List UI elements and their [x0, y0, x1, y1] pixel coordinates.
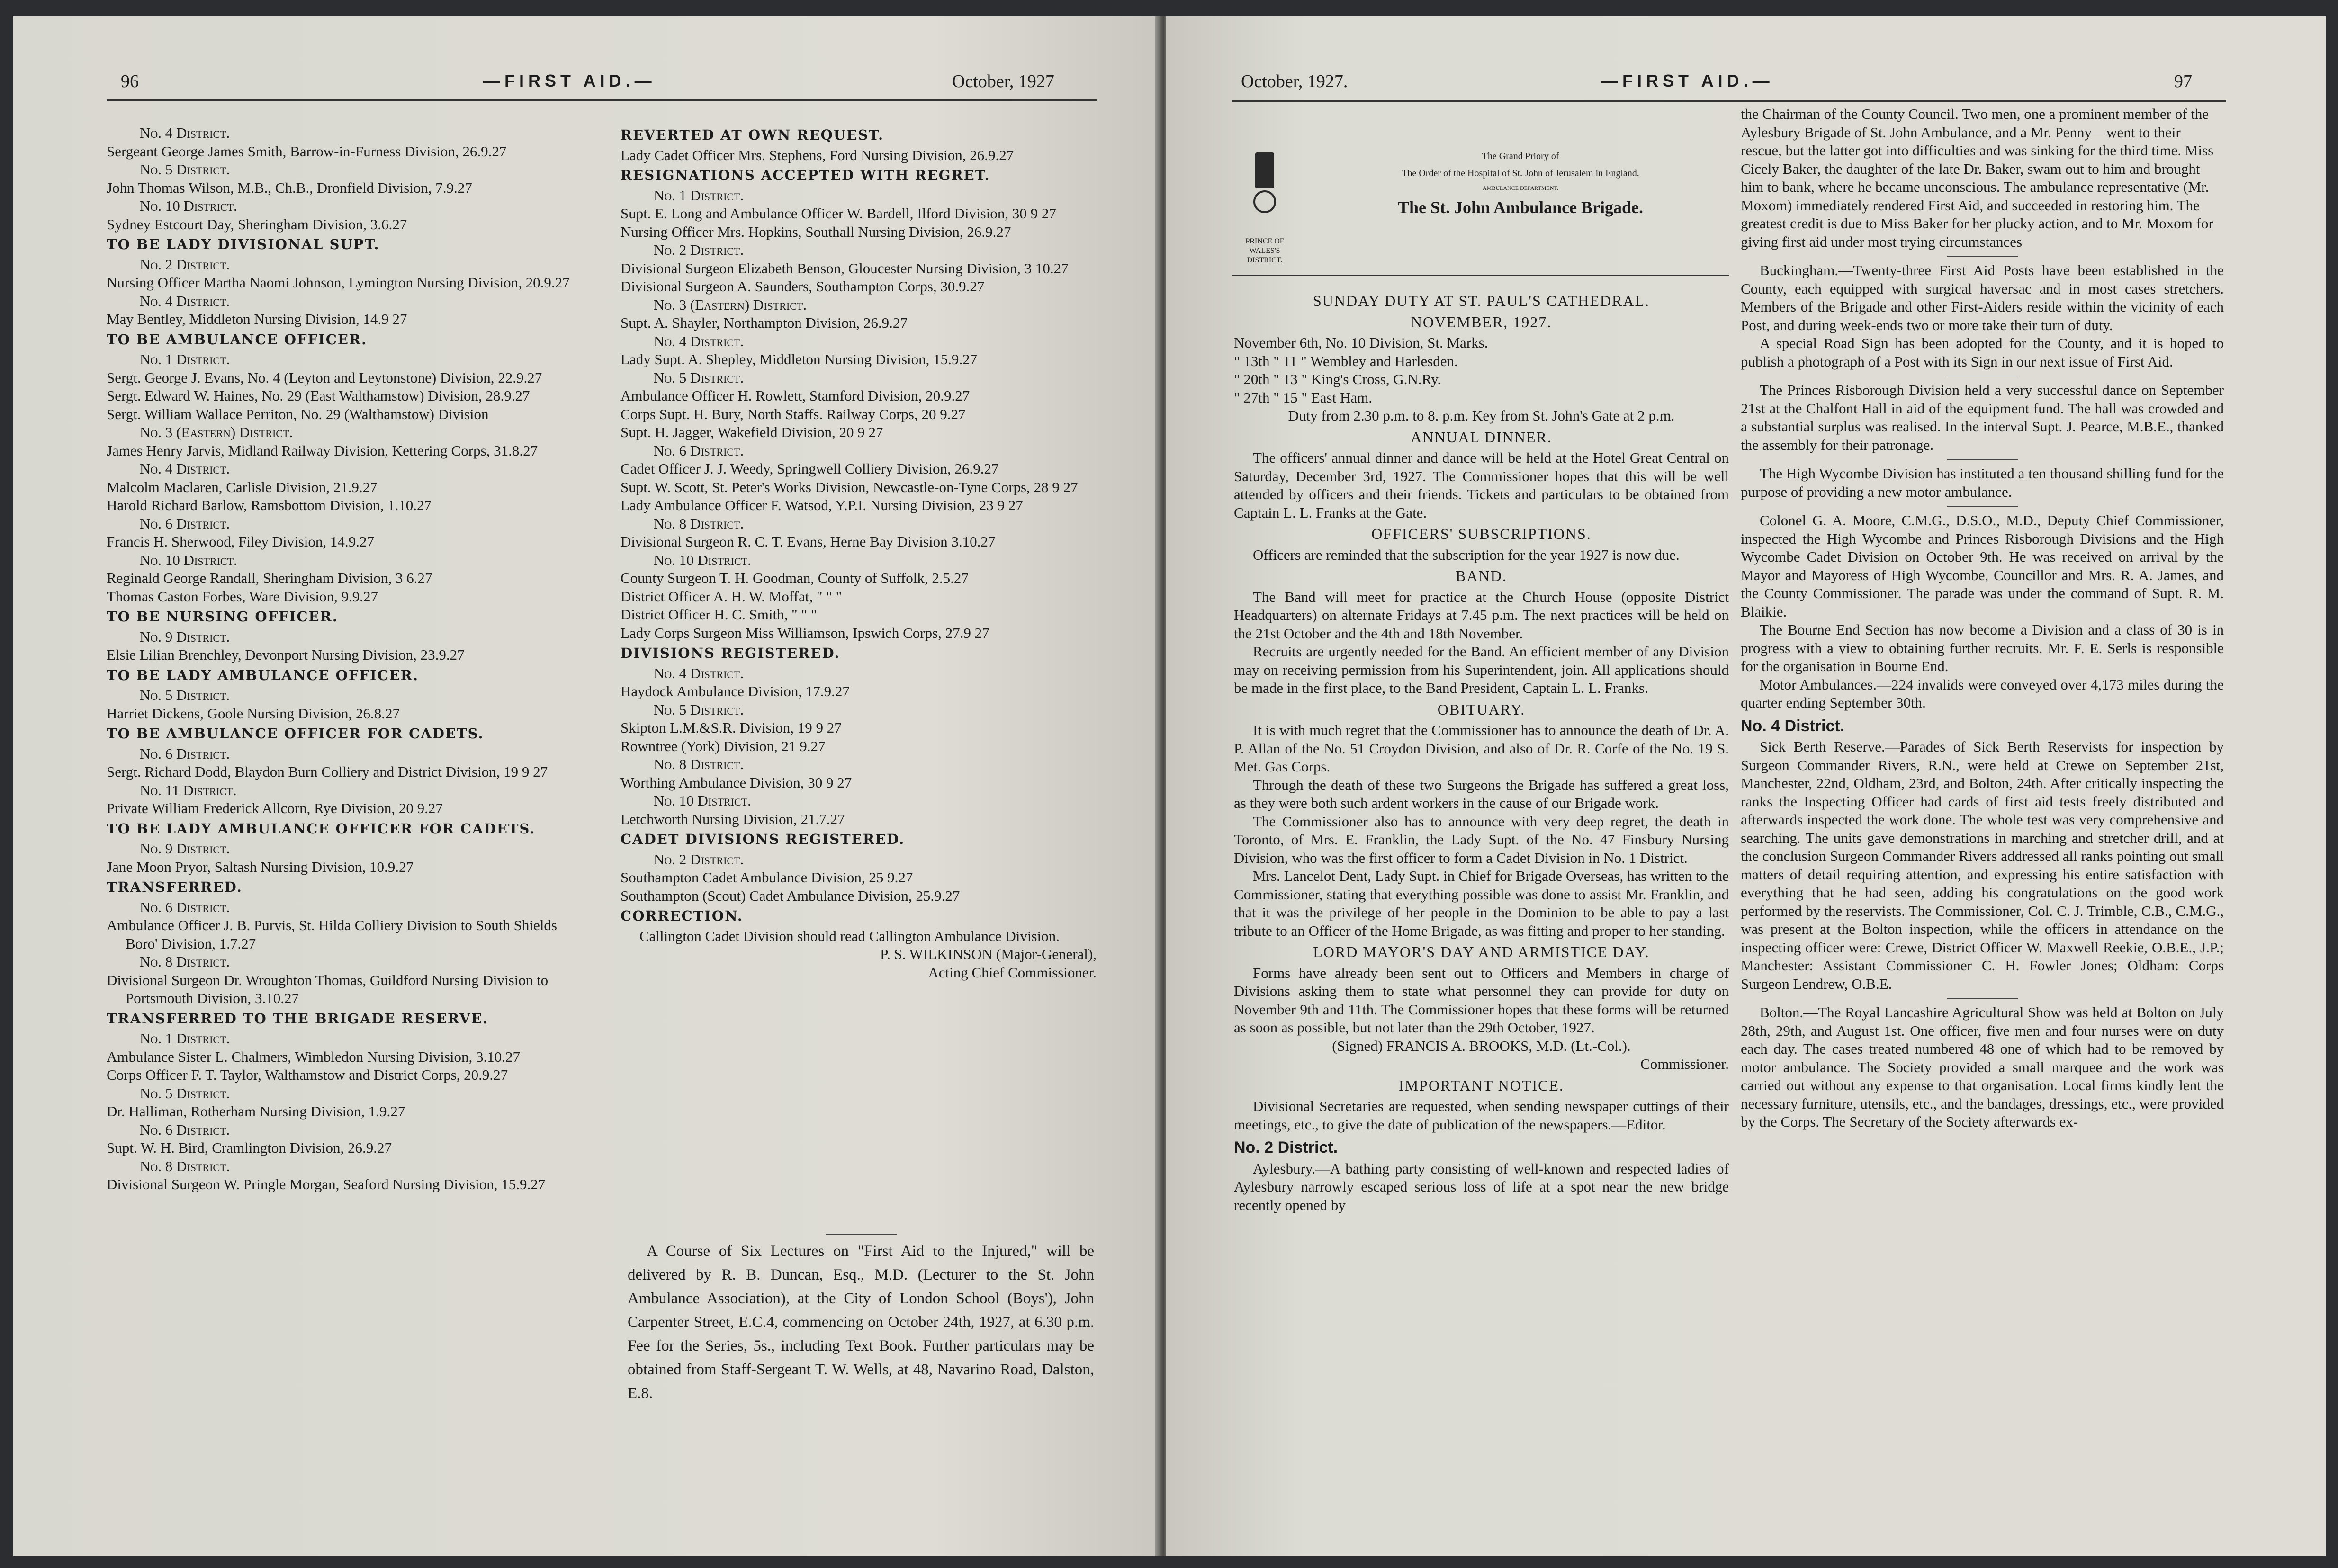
section-heading: TO BE LADY AMBULANCE OFFICER FOR CADETS. — [107, 820, 536, 837]
district-title: No. 4 District. — [1741, 717, 1845, 735]
notice-heading: LORD MAYOR'S DAY AND ARMISTICE DAY. — [1313, 943, 1650, 960]
entry-text: Divisional Surgeon A. Saunders, Southampton Corps, 30.9.27 — [620, 278, 985, 295]
district-heading: No. 4 District. — [654, 332, 744, 349]
entry-text: Harriet Dickens, Goole Nursing Division, 26.8.27 — [107, 705, 400, 722]
entry-text: Malcolm Maclaren, Carlisle Division, 21.9.27 — [107, 478, 378, 495]
signature-line: Acting Chief Commissioner. — [928, 964, 1097, 981]
section-heading: TO BE NURSING OFFICER. — [107, 609, 338, 625]
entry-text: Divisional Surgeon R. C. T. Evans, Herne Bay Division 3.10.27 — [620, 533, 996, 550]
right-page-date: October, 1927. — [1241, 72, 1348, 91]
district-heading: No. 9 District. — [140, 628, 230, 645]
paragraph: A special Road Sign has been adopted for the County, and it is hoped to publish a photograph of a Post with its Sign in our next issue of First Aid. — [1741, 335, 2224, 370]
district-heading: No. 3 (Eastern) District. — [654, 296, 807, 313]
entry-text: Sergeant George James Smith, Barrow-in-Furness Division, 26.9.27 — [107, 143, 507, 160]
masthead-line4: The St. John Ambulance Brigade. — [1397, 198, 1644, 217]
entry-text: " 20th " 13 " King's Cross, G.N.Ry. — [1234, 371, 1441, 387]
district-heading: No. 8 District. — [140, 1157, 230, 1174]
section-divider — [1947, 506, 2018, 507]
district-heading: No. 5 District. — [140, 1084, 230, 1102]
paragraph: Callington Cadet Division should read Callington Ambulance Division. — [639, 927, 1060, 944]
paragraph: Through the death of these two Surgeons the Brigade has suffered a great loss, as they were both such ardent workers in the cause of our Brigade work. — [1234, 776, 1729, 811]
entry-text: Elsie Lilian Brenchley, Devonport Nursing Division, 23.9.27 — [107, 646, 465, 663]
masthead — [1307, 148, 1734, 221]
section-heading: CORRECTION. — [620, 908, 743, 924]
section-heading: DIVISIONS REGISTERED. — [620, 645, 840, 661]
district-heading: No. 2 District. — [654, 851, 744, 868]
section-divider — [1947, 459, 2018, 460]
district-heading: No. 10 District. — [140, 197, 237, 214]
section-heading: CADET DIVISIONS REGISTERED. — [620, 831, 905, 847]
paragraph: Bolton.—The Royal Lancashire Agricultural Show was held at Bolton on July 28th, 29th, and August 1st. One officer, five men and four nurses were on duty each day. The cases treated numbered 48 one of which had to be removed by motor ambulance. The Society provided a small marquee and the work was carried out without any expense to that organisation. Local firms kindly lent the necessary furniture, utensils, etc., and the bandages, dressings, etc., were provided by the Corps. The Secretary of the Society afterwards ex- — [1741, 1004, 2224, 1130]
entry-text: Supt. W. Scott, St. Peter's Works Division, Newcastle-on-Tyne Corps, 28 9 27 — [620, 478, 1078, 495]
left-column-2 — [620, 124, 1097, 982]
district-heading: No. 2 District. — [140, 256, 230, 273]
paragraph: Motor Ambulances.—224 invalids were conveyed over 4,173 miles during the quarter ending September 30th. — [1741, 676, 2224, 711]
entry-text: Divisional Surgeon W. Pringle Morgan, Seaford Nursing Division, 15.9.27 — [107, 1176, 546, 1192]
paragraph: Recruits are urgently needed for the Band. An efficient member of any Division may on receiving permission from his Superintendent, join. All applications should be made in the first place, to the Band President, Captain L. L. Franks. — [1234, 643, 1729, 696]
entry-text: Divisional Surgeon Elizabeth Benson, Gloucester Nursing Division, 3 10.27 — [620, 260, 1069, 277]
district-heading: No. 8 District. — [654, 756, 744, 772]
entry-text: Corps Supt. H. Bury, North Staffs. Railway Corps, 20 9.27 — [620, 405, 966, 422]
entry-text: Francis H. Sherwood, Filey Division, 14.9.27 — [107, 533, 374, 550]
centered-text: Duty from 2.30 p.m. to 8. p.m. Key from St. John's Gate at 2 p.m. — [1288, 407, 1675, 424]
notice-heading: OFFICERS' SUBSCRIPTIONS. — [1371, 525, 1592, 542]
masthead-line2: The Order of the Hospital of St. John of Jerusalem in England. — [1402, 168, 1639, 179]
entry-text: Harold Richard Barlow, Ramsbottom Division, 1.10.27 — [107, 497, 432, 513]
section-heading: TO BE LADY AMBULANCE OFFICER. — [107, 667, 419, 683]
district-heading: No. 4 District. — [140, 125, 230, 141]
notice-heading: BAND. — [1456, 567, 1507, 584]
entry-text: Skipton L.M.&S.R. Division, 19 9 27 — [620, 719, 842, 736]
lecture-divider — [826, 1234, 897, 1235]
entry-text: " 27th " 15 " East Ham. — [1234, 389, 1372, 406]
right-column-2 — [1741, 105, 2224, 1131]
entry-text: Sergt. Richard Dodd, Blaydon Burn Colliery and District Division, 19 9 27 — [107, 763, 548, 780]
paragraph: The High Wycombe Division has instituted a ten thousand shilling fund for the purpose of providing a new motor ambulance. — [1741, 465, 2224, 500]
entry-text: Lady Ambulance Officer F. Watsod, Y.P.I. Nursing Division, 23 9 27 — [620, 497, 1023, 513]
left-header-rule — [107, 99, 1097, 101]
district-heading: No. 5 District. — [140, 161, 230, 178]
section-heading: TRANSFERRED TO THE BRIGADE RESERVE. — [107, 1010, 488, 1027]
entry-text: Rowntree (York) Division, 21 9.27 — [620, 737, 826, 754]
paragraph: Aylesbury.—A bathing party consisting of well-known and respected ladies of Aylesbury narrowly escaped serious loss of life at a spot near the new bridge recently opened by — [1234, 1160, 1729, 1213]
entry-text: Dr. Halliman, Rotherham Nursing Division, 1.9.27 — [107, 1103, 405, 1120]
district-heading: No. 6 District. — [140, 898, 230, 915]
entry-text: May Bentley, Middleton Nursing Division, 14.9 27 — [107, 311, 407, 327]
district-heading: No. 6 District. — [654, 442, 744, 459]
centered-text: (Signed) FRANCIS A. BROOKS, M.D. (Lt.-Col.). — [1332, 1037, 1631, 1054]
entry-text: Ambulance Sister L. Chalmers, Wimbledon Nursing Division, 3.10.27 — [107, 1048, 520, 1065]
paragraph: the Chairman of the County Council. Two men, one a prominent member of the Aylesbury Brigade of St. John Ambulance, and a Mr. Penny—went to their rescue, but the latter got into difficulties and was sinking for the third time. Miss Cicely Baker, the daughter of the late Dr. Baker, swam out to him and brought him to bank, where he became unconscious. The ambulance representative (Mr. Moxom) immediately rendered First Aid, and succeeded in restoring him. The greatest credit is due to Miss Baker for her plucky action, and to Mr. Moxom for giving first aid under most trying circumstances — [1741, 106, 2214, 250]
entry-text: Supt. H. Jagger, Wakefield Division, 20 9 27 — [620, 424, 883, 440]
paragraph: Forms have already been sent out to Officers and Members in charge of Divisions asking them to state what personnel they can provide for duty on November 9th and 11th. The Commissioner hopes that these forms will be returned as soon as possible, but not later than the 29th October, 1927. — [1234, 964, 1729, 1036]
section-heading: TO BE LADY DIVISIONAL SUPT. — [107, 236, 380, 252]
entry-text: Nursing Officer Mrs. Hopkins, Southall Nursing Division, 26.9.27 — [620, 223, 1011, 240]
section-heading: TO BE AMBULANCE OFFICER FOR CADETS. — [107, 726, 484, 742]
paragraph: It is with much regret that the Commissioner has to announce the death of Dr. A. P. Allan of the No. 51 Croydon Division, and also of Dr. R. Corfe of the No. 19 S. Met. Gas Corps. — [1234, 722, 1729, 775]
left-running-title: —FIRST AID.— — [483, 71, 656, 90]
district-heading: No. 5 District. — [654, 701, 744, 718]
left-column-1 — [107, 124, 580, 1194]
entry-text: Supt. E. Long and Ambulance Officer W. Bardell, Ilford Division, 30 9 27 — [620, 205, 1056, 222]
entry-text: James Henry Jarvis, Midland Railway Division, Kettering Corps, 31.8.27 — [107, 442, 538, 459]
district-heading: No. 2 District. — [654, 242, 744, 258]
entry-text: Ambulance Officer H. Rowlett, Stamford Division, 20.9.27 — [620, 387, 970, 404]
entry-text: November 6th, No. 10 Division, St. Marks. — [1234, 334, 1488, 351]
district-heading: No. 4 District. — [140, 460, 230, 477]
district-heading: No. 9 District. — [140, 840, 230, 857]
paragraph: Colonel G. A. Moore, C.M.G., D.S.O., M.D., Deputy Chief Commissioner, inspected the High Wycombe and Princes Risborough Divisions and the High Wycombe Cadet Division on October 9th. He was received on arrival by the Mayor and Mayoress of High Wycombe, Councillor and Mrs. R. A. James, and the County Commissioner. The parade was under the command of Supt. R. M. Blaikie. — [1741, 512, 2224, 620]
entry-text: County Surgeon T. H. Goodman, County of Suffolk, 2.5.27 — [620, 570, 969, 586]
entry-text: Nursing Officer Martha Naomi Johnson, Lymington Nursing Division, 20.9.27 — [107, 274, 570, 291]
paragraph: Officers are reminded that the subscription for the year 1927 is now due. — [1253, 546, 1680, 563]
district-heading: No. 1 District. — [140, 351, 230, 367]
paragraph: The Princes Risborough Division held a very successful dance on September 21st at the Chalfont Hall in aid of the equipment fund. The hall was crowded and a substantial surplus was realised. In the interval Supt. J. Pearce, M.B.E., thanked the assembly for their patronage. — [1741, 382, 2224, 453]
section-heading: TO BE AMBULANCE OFFICER. — [107, 331, 368, 348]
district-title: No. 2 District. — [1234, 1138, 1338, 1156]
notice-heading: ANNUAL DINNER. — [1411, 428, 1552, 446]
entry-text: District Officer H. C. Smith, " " " — [620, 606, 817, 623]
paragraph: The officers' annual dinner and dance will be held at the Hotel Great Central on Saturday, December 3rd, 1927. The Commissioner hopes that this will be well attended by officers and their friends. Tickets and particulars to be obtained from Captain L. L. Franks at the Gate. — [1234, 449, 1729, 521]
masthead-side: PRINCE OF WALES'S DISTRICT. — [1245, 237, 1284, 264]
paragraph: Divisional Secretaries are requested, when sending newspaper cuttings of their meetings, etc., to give the date of publication of the newspapers.—Editor. — [1234, 1098, 1729, 1133]
section-heading: TRANSFERRED. — [107, 879, 243, 895]
lecture-text: A Course of Six Lectures on "First Aid to the Injured," will be delivered by R. B. Duncan, Esq., M.D. (Lecturer to the St. John Ambulance Association), at the City of London School (Boys'), John Carpenter Street, E.C.4, commencing on October 24th, 1927, at 6.30 p.m. Fee for the Series, 5s., including Text Book. Further particulars may be obtained from Staff-Sergeant T. W. Wells, at 48, Navarino Road, Dalston, E.8. — [628, 1243, 1094, 1402]
paragraph: The Band will meet for practice at the Church House (opposite District Headquarters) on alternate Fridays at 7.45 p.m. The next practices will be held on the 21st October and the 4th and 18th November. — [1234, 588, 1729, 642]
notice-heading: NOVEMBER, 1927. — [1411, 313, 1552, 331]
right-page-number: 97 — [2174, 72, 2192, 91]
entry-text: Southampton (Scout) Cadet Ambulance Division, 25.9.27 — [620, 887, 960, 904]
entry-text: Divisional Surgeon Dr. Wroughton Thomas, Guildford Nursing Division to Portsmouth Division, 3.10.27 — [107, 971, 549, 1006]
masthead-rule — [1232, 275, 1729, 276]
paragraph: Buckingham.—Twenty-three First Aid Posts have been established in the County, each equipped with surgical haversac and in most cases stretchers. Members of the Brigade and other First-Aiders reside within the vicinity of each Post, and during week-ends two or more take their turn of duty. — [1741, 262, 2224, 333]
entry-text: Jane Moon Pryor, Saltash Nursing Division, 10.9.27 — [107, 858, 414, 875]
district-heading: No. 10 District. — [140, 551, 237, 568]
section-heading: RESIGNATIONS ACCEPTED WITH REGRET. — [620, 167, 990, 183]
district-heading: No. 1 District. — [140, 1030, 230, 1047]
entry-text: Sergt. Edward W. Haines, No. 29 (East Walthamstow) Division, 28.9.27 — [107, 387, 530, 404]
right-running-title: —FIRST AID.— — [1601, 71, 1774, 90]
entry-text: Sydney Estcourt Day, Sheringham Division, 3.6.27 — [107, 215, 407, 233]
notice-heading: IMPORTANT NOTICE. — [1399, 1076, 1564, 1094]
entry-text: Lady Corps Surgeon Miss Williamson, Ipswich Corps, 27.9 27 — [620, 624, 989, 641]
right-column-1 — [1234, 289, 1729, 1214]
district-heading: No. 8 District. — [654, 515, 744, 532]
entry-text: Haydock Ambulance Division, 17.9.27 — [620, 683, 850, 699]
entry-text: Letchworth Nursing Division, 21.7.27 — [620, 810, 845, 827]
left-page-date: October, 1927 — [952, 72, 1054, 91]
district-heading: No. 5 District. — [654, 369, 744, 386]
district-heading: No. 11 District. — [140, 781, 237, 798]
paragraph: Mrs. Lancelot Dent, Lady Supt. in Chief for Brigade Overseas, has written to the Commissioner, stating that everything possible was done to assist Mr. Franklin, and that it was the privilege of her people in the Dominion to be able to pay a last tribute to an Officer of the Home Brigade, as was fitting and proper to her standing. — [1234, 868, 1729, 939]
entry-text: Lady Cadet Officer Mrs. Stephens, Ford Nursing Division, 26.9.27 — [620, 146, 1014, 163]
district-heading: No. 8 District. — [140, 953, 230, 970]
district-heading: No. 3 (Eastern) District. — [140, 424, 293, 440]
left-page-number: 96 — [121, 72, 139, 91]
section-divider — [1947, 256, 2018, 257]
paragraph: The Commissioner also has to announce with very deep regret, the death in Toronto, of Mrs. E. Franklin, the Lady Supt. of the No. 47 Finsbury Nursing Division, who was the first officer to form a Cadet Division in No. 1 District. — [1234, 813, 1729, 866]
district-heading: No. 1 District. — [654, 187, 744, 204]
masthead-line3: AMBULANCE DEPARTMENT. — [1483, 185, 1558, 191]
notice-heading: SUNDAY DUTY AT ST. PAUL'S CATHEDRAL. — [1313, 292, 1650, 309]
section-divider — [1947, 998, 2018, 999]
notice-heading: OBITUARY. — [1437, 700, 1526, 718]
entry-text: Supt. W. H. Bird, Cramlington Division, 26.9.27 — [107, 1139, 392, 1156]
section-heading: REVERTED AT OWN REQUEST. — [620, 127, 884, 143]
paragraph: The Bourne End Section has now become a Division and a class of 30 is in progress with a view to obtaining further recruits. Mr. F. E. Serls is responsible for the organisation in Bourne End. — [1741, 621, 2224, 674]
district-heading: No. 4 District. — [654, 664, 744, 681]
lecture-notice — [628, 1229, 1094, 1405]
entry-text: John Thomas Wilson, M.B., Ch.B., Dronfield Division, 7.9.27 — [107, 179, 472, 196]
entry-text: Sergt. George J. Evans, No. 4 (Leyton and Leytonstone) Division, 22.9.27 — [107, 369, 542, 386]
entry-text: Corps Officer F. T. Taylor, Walthamstow and District Corps, 20.9.27 — [107, 1066, 508, 1083]
entry-text: Worthing Ambulance Division, 30 9 27 — [620, 774, 852, 791]
entry-text: Private William Frederick Allcorn, Rye Division, 20 9.27 — [107, 800, 443, 816]
entry-text: Ambulance Officer J. B. Purvis, St. Hilda Colliery Division to South Shields Boro' Division, 1.7.27 — [107, 917, 557, 952]
entry-text: Reginald George Randall, Sheringham Division, 3 6.27 — [107, 570, 432, 586]
entry-text: Supt. A. Shayler, Northampton Division, 26.9.27 — [620, 314, 908, 331]
masthead-line1: The Grand Priory of — [1482, 151, 1559, 161]
district-heading: No. 6 District. — [140, 1121, 230, 1138]
entry-text: Lady Supt. A. Shepley, Middleton Nursing Division, 15.9.27 — [620, 351, 978, 367]
district-heading: No. 5 District. — [140, 687, 230, 703]
cross-emblem-icon — [1255, 152, 1274, 188]
district-heading: No. 10 District. — [654, 792, 751, 809]
district-heading: No. 4 District. — [140, 292, 230, 309]
entry-text: District Officer A. H. W. Moffat, " " " — [620, 588, 842, 605]
entry-text: Cadet Officer J. J. Weedy, Springwell Colliery Division, 26.9.27 — [620, 460, 999, 477]
entry-text: " 13th " 11 " Wembley and Harlesden. — [1234, 352, 1458, 369]
entry-text: Southampton Cadet Ambulance Division, 25 9.27 — [620, 869, 913, 886]
district-heading: No. 6 District. — [140, 515, 230, 532]
paragraph: Sick Berth Reserve.—Parades of Sick Berth Reservists for inspection by Surgeon Commander Rivers, R.N., were held at Crewe on September 21st, Manchester, 22nd, Oldham, 23rd, and Bolton, 24th. After critically inspecting the ranks the Inspecting Officer had cards of first aid tests freely distributed and afterwards inspected the work done. The whole test was very comprehensive and searching. The units gave demonstrations in marching and stretcher drill, and at the conclusion Surgeon Commander Rivers addressed all ranks pointing out small matters of detail requiring attention, and expressing his entire satisfaction with everything that he had seen, adding his congratulations on the good work performed by the reservists. The Commissioner, Col. C. J. Trimble, C.B., C.M.G., was present at the Bolton inspection, while the officers in attendance on the inspecting officer were: Crewe, District Officer W. Maxwell Reekie, O.B.E., J.P.; Manchester: Assistant Commissioner C. H. Fowler Jones; Oldham: Corps Surgeon Lendrew, O.B.E. — [1741, 738, 2224, 992]
district-heading: No. 6 District. — [140, 745, 230, 762]
signature-line: P. S. WILKINSON (Major-General), — [880, 946, 1097, 962]
district-heading: No. 10 District. — [654, 551, 751, 568]
signature-line: Commissioner. — [1640, 1056, 1729, 1072]
entry-text: Sergt. William Wallace Perriton, No. 29 (Walthamstow) Division — [107, 405, 489, 422]
entry-text: Thomas Caston Forbes, Ware Division, 9.9.27 — [107, 588, 378, 605]
right-header-rule — [1232, 100, 2226, 102]
